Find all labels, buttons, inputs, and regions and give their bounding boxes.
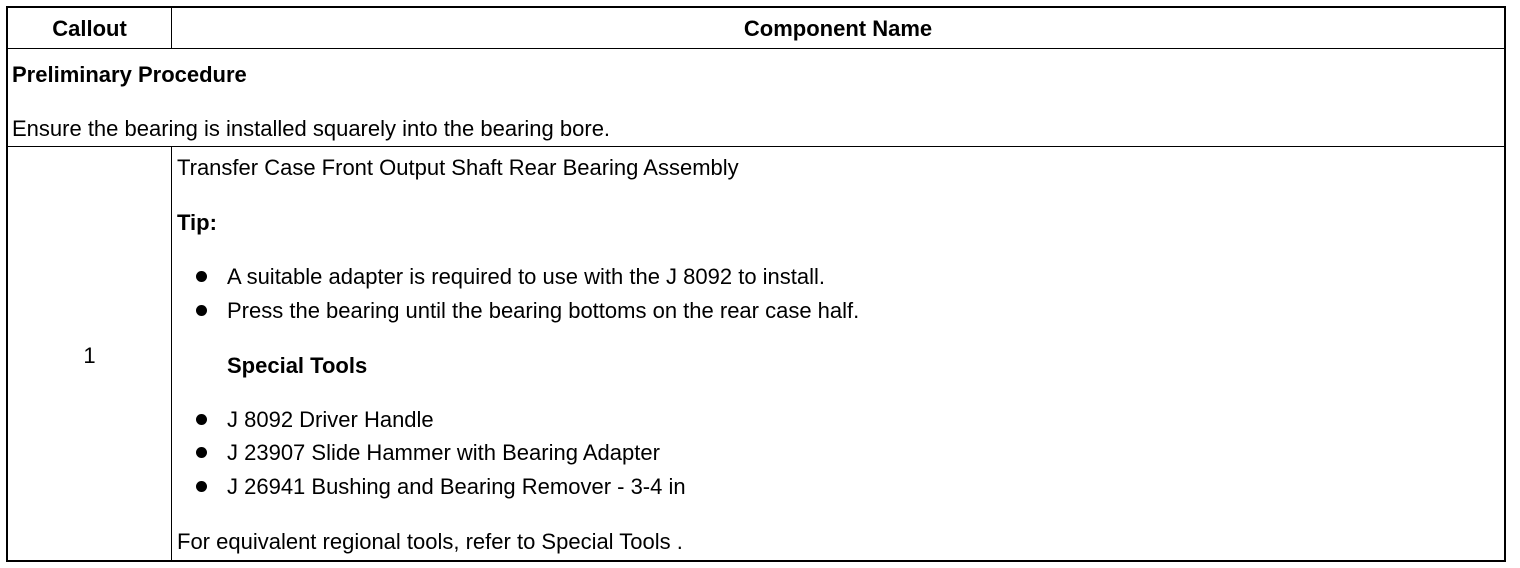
callout-column-header: Callout [8,8,172,48]
preliminary-procedure-text: Ensure the bearing is installed squarely into the bearing bore. [12,116,611,141]
special-tools-heading: Special Tools [227,353,368,378]
component-cell [172,147,1504,560]
preliminary-procedure-row [8,49,1504,147]
bullet-icon [196,271,207,282]
table-header-row [8,8,1504,49]
bullet-icon [196,305,207,316]
preliminary-procedure-heading: Preliminary Procedure [12,62,247,87]
callout-cell [8,147,172,560]
tip-label: Tip: [177,210,217,235]
bullet-icon [196,414,207,425]
table-row [8,147,1504,560]
bullet-icon [196,481,207,492]
tool-text: J 26941 Bushing and Bearing Remover - 3-4 in [227,474,686,499]
tool-text: J 23907 Slide Hammer with Bearing Adapter [227,440,660,465]
bullet-icon [196,447,207,458]
regional-tools-note: For equivalent regional tools, refer to Special Tools . [177,529,683,554]
tool-text: J 8092 Driver Handle [227,407,434,432]
component-name: Transfer Case Front Output Shaft Rear Bearing Assembly [177,155,739,180]
tip-text: Press the bearing until the bearing bottoms on the rear case half. [227,298,860,323]
procedure-table [6,6,1506,562]
component-name-column-header: Component Name [743,16,933,41]
tip-text: A suitable adapter is required to use with the J 8092 to install. [227,264,826,289]
callout-number: 1 [83,343,96,368]
